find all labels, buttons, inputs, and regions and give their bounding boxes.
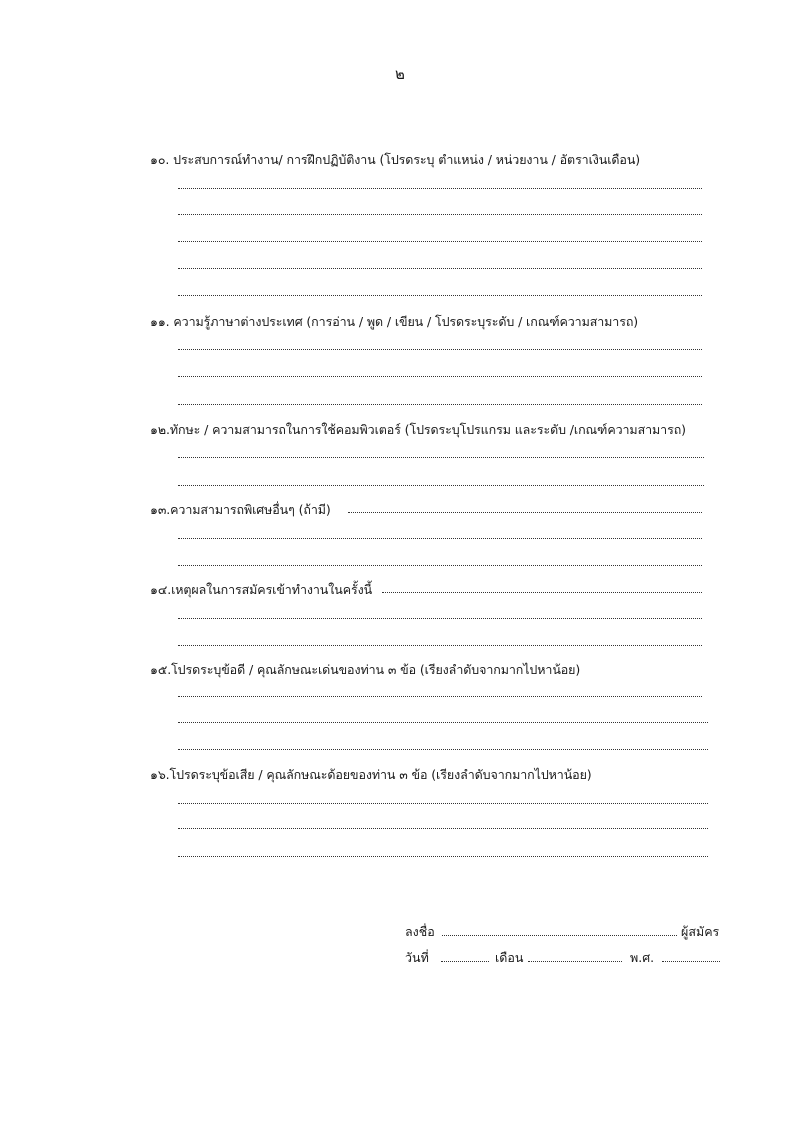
month-label: เดือน bbox=[495, 950, 524, 965]
answer-line[interactable] bbox=[178, 696, 702, 697]
date-month-line[interactable] bbox=[528, 961, 622, 962]
answer-line[interactable] bbox=[178, 188, 702, 189]
applicant-label: ผู้สมัคร bbox=[681, 924, 720, 939]
date-day-line[interactable] bbox=[441, 961, 489, 962]
answer-line[interactable] bbox=[178, 565, 702, 566]
answer-line[interactable] bbox=[178, 295, 702, 296]
answer-line[interactable] bbox=[178, 645, 702, 646]
signature-line[interactable] bbox=[442, 935, 677, 936]
answer-line[interactable] bbox=[178, 349, 702, 350]
answer-line[interactable] bbox=[178, 485, 704, 486]
answer-line[interactable] bbox=[178, 457, 704, 458]
answer-line[interactable] bbox=[178, 404, 702, 405]
answer-line[interactable] bbox=[178, 214, 702, 215]
date-label: วันที่ bbox=[405, 950, 429, 965]
answer-line[interactable] bbox=[178, 803, 708, 804]
answer-line[interactable] bbox=[178, 538, 702, 539]
answer-line[interactable] bbox=[178, 241, 702, 242]
inline-answer-line[interactable] bbox=[348, 512, 702, 513]
answer-line[interactable] bbox=[178, 749, 708, 750]
date-year-line[interactable] bbox=[662, 961, 720, 962]
answer-line[interactable] bbox=[178, 618, 702, 619]
question-10-label: ๑๐. ประสบการณ์ทำงาน/ การฝึกปฏิบัติงาน (โปรดระบุ ตำแหน่ง / หน่วยงาน / อัตราเงินเดือน) bbox=[150, 152, 641, 167]
answer-line[interactable] bbox=[178, 268, 702, 269]
answer-line[interactable] bbox=[178, 856, 708, 857]
question-12-label: ๑๒.ทักษะ / ความสามารถในการใช้คอมพิวเตอร์ (โปรดระบุโปรแกรม และระดับ /เกณฑ์ความสามารถ) bbox=[150, 422, 686, 437]
inline-answer-line[interactable] bbox=[382, 592, 702, 593]
year-label: พ.ศ. bbox=[630, 950, 655, 965]
question-11-label: ๑๑. ความรู้ภาษาต่างประเทศ (การอ่าน / พูด / เขียน / โปรดระบุระดับ / เกณฑ์ความสามารถ) bbox=[150, 314, 639, 329]
sign-label: ลงชื่อ bbox=[405, 924, 435, 939]
answer-line[interactable] bbox=[178, 722, 708, 723]
question-14-label: ๑๔.เหตุผลในการสมัครเข้าทำงานในครั้งนี้ bbox=[150, 582, 373, 597]
answer-line[interactable] bbox=[178, 828, 708, 829]
question-15-label: ๑๕.โปรดระบุข้อดี / คุณลักษณะเด่นของท่าน ๓ ข้อ (เรียงลำดับจากมากไปหาน้อย) bbox=[150, 662, 581, 677]
question-13-label: ๑๓.ความสามารถพิเศษอื่นๆ (ถ้ามี) bbox=[150, 502, 331, 517]
page-number: ๒ bbox=[395, 65, 405, 83]
answer-line[interactable] bbox=[178, 376, 702, 377]
question-16-label: ๑๖.โปรดระบุข้อเสีย / คุณลักษณะด้อยของท่าน ๓ ข้อ (เรียงลำดับจากมากไปหาน้อย) bbox=[150, 767, 592, 782]
